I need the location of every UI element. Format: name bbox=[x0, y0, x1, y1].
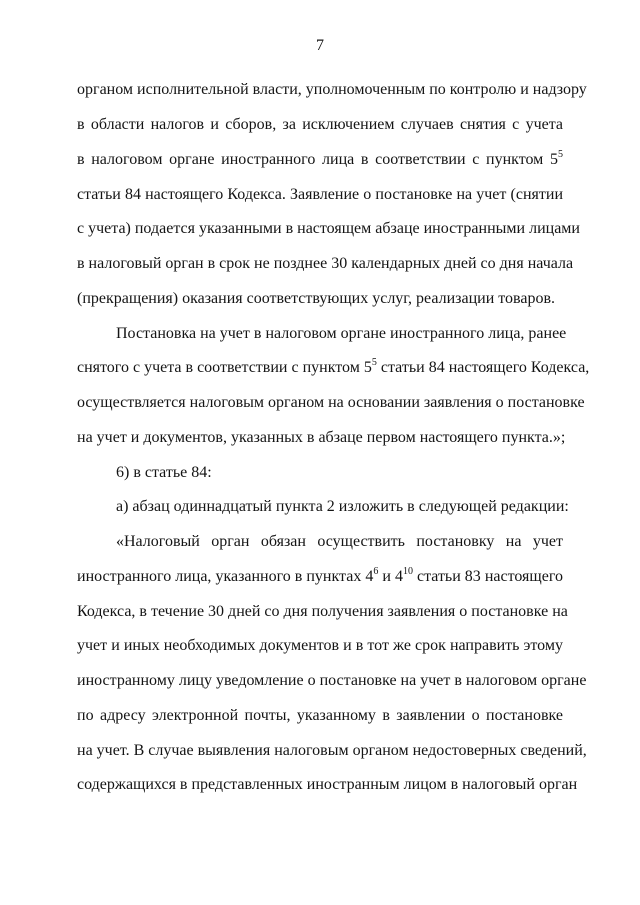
text-line: а) абзац одиннадцатый пункта 2 изложить в следующей редакции: bbox=[116, 498, 569, 515]
text-line: по адресу электронной почты, указанному в заявлении о постановке bbox=[77, 707, 563, 724]
text-line: Постановка на учет в налоговом органе иностранного лица, ранее bbox=[116, 325, 567, 342]
text-line: статьи 84 настоящего Кодекса. Заявление о постановке на учет (снятии bbox=[77, 186, 563, 203]
text-line: «Налоговый орган обязан осуществить постановку на учет bbox=[116, 533, 563, 550]
superscript: 6 bbox=[373, 565, 379, 577]
text-line: содержащихся в представленных иностранным лицом в налоговый орган bbox=[77, 776, 578, 793]
text-line: учет и иных необходимых документов и в тот же срок направить этому bbox=[77, 637, 563, 654]
page-number: 7 bbox=[316, 37, 324, 54]
text-line: в налоговый орган в срок не позднее 30 календарных дней со дня начала bbox=[77, 255, 574, 272]
text-line: (прекращения) оказания соответствующих услуг, реализации товаров. bbox=[77, 290, 556, 307]
text-line: иностранному лицу уведомление о постановке на учет в налоговом органе bbox=[77, 672, 587, 689]
text-line: в области налогов и сборов, за исключением случаев снятия с учета bbox=[77, 116, 563, 133]
superscript: 5 bbox=[371, 356, 377, 368]
text-line: снятого с учета в соответствии с пунктом $5^5$ статьи 84 настоящего Кодекса, bbox=[77, 356, 590, 376]
superscript: 5 bbox=[558, 148, 563, 160]
text-line: на учет и документов, указанных в абзаце первом настоящего пункта.»; bbox=[77, 429, 566, 446]
text-line: в налоговом органе иностранного лица в соответствии с пунктом $5^5$ bbox=[77, 148, 563, 168]
text-line: иностранного лица, указанного в пунктах $4^6$ и $4^{10}$ статьи 83 настоящего bbox=[77, 565, 564, 585]
text-line: Кодекса, в течение 30 дней со дня получения заявления о постановке на bbox=[77, 603, 568, 620]
text-line: осуществляется налоговым органом на основании заявления о постановке bbox=[77, 394, 585, 411]
text-line: на учет. В случае выявления налоговым органом недостоверных сведений, bbox=[77, 742, 587, 759]
superscript: 10 bbox=[402, 565, 413, 577]
text-line: с учета) подается указанными в настоящем абзаце иностранными лицами bbox=[77, 220, 580, 237]
text-line: 6) в статье 84: bbox=[116, 464, 212, 481]
text-line: органом исполнительной власти, уполномоченным по контролю и надзору bbox=[77, 81, 587, 98]
